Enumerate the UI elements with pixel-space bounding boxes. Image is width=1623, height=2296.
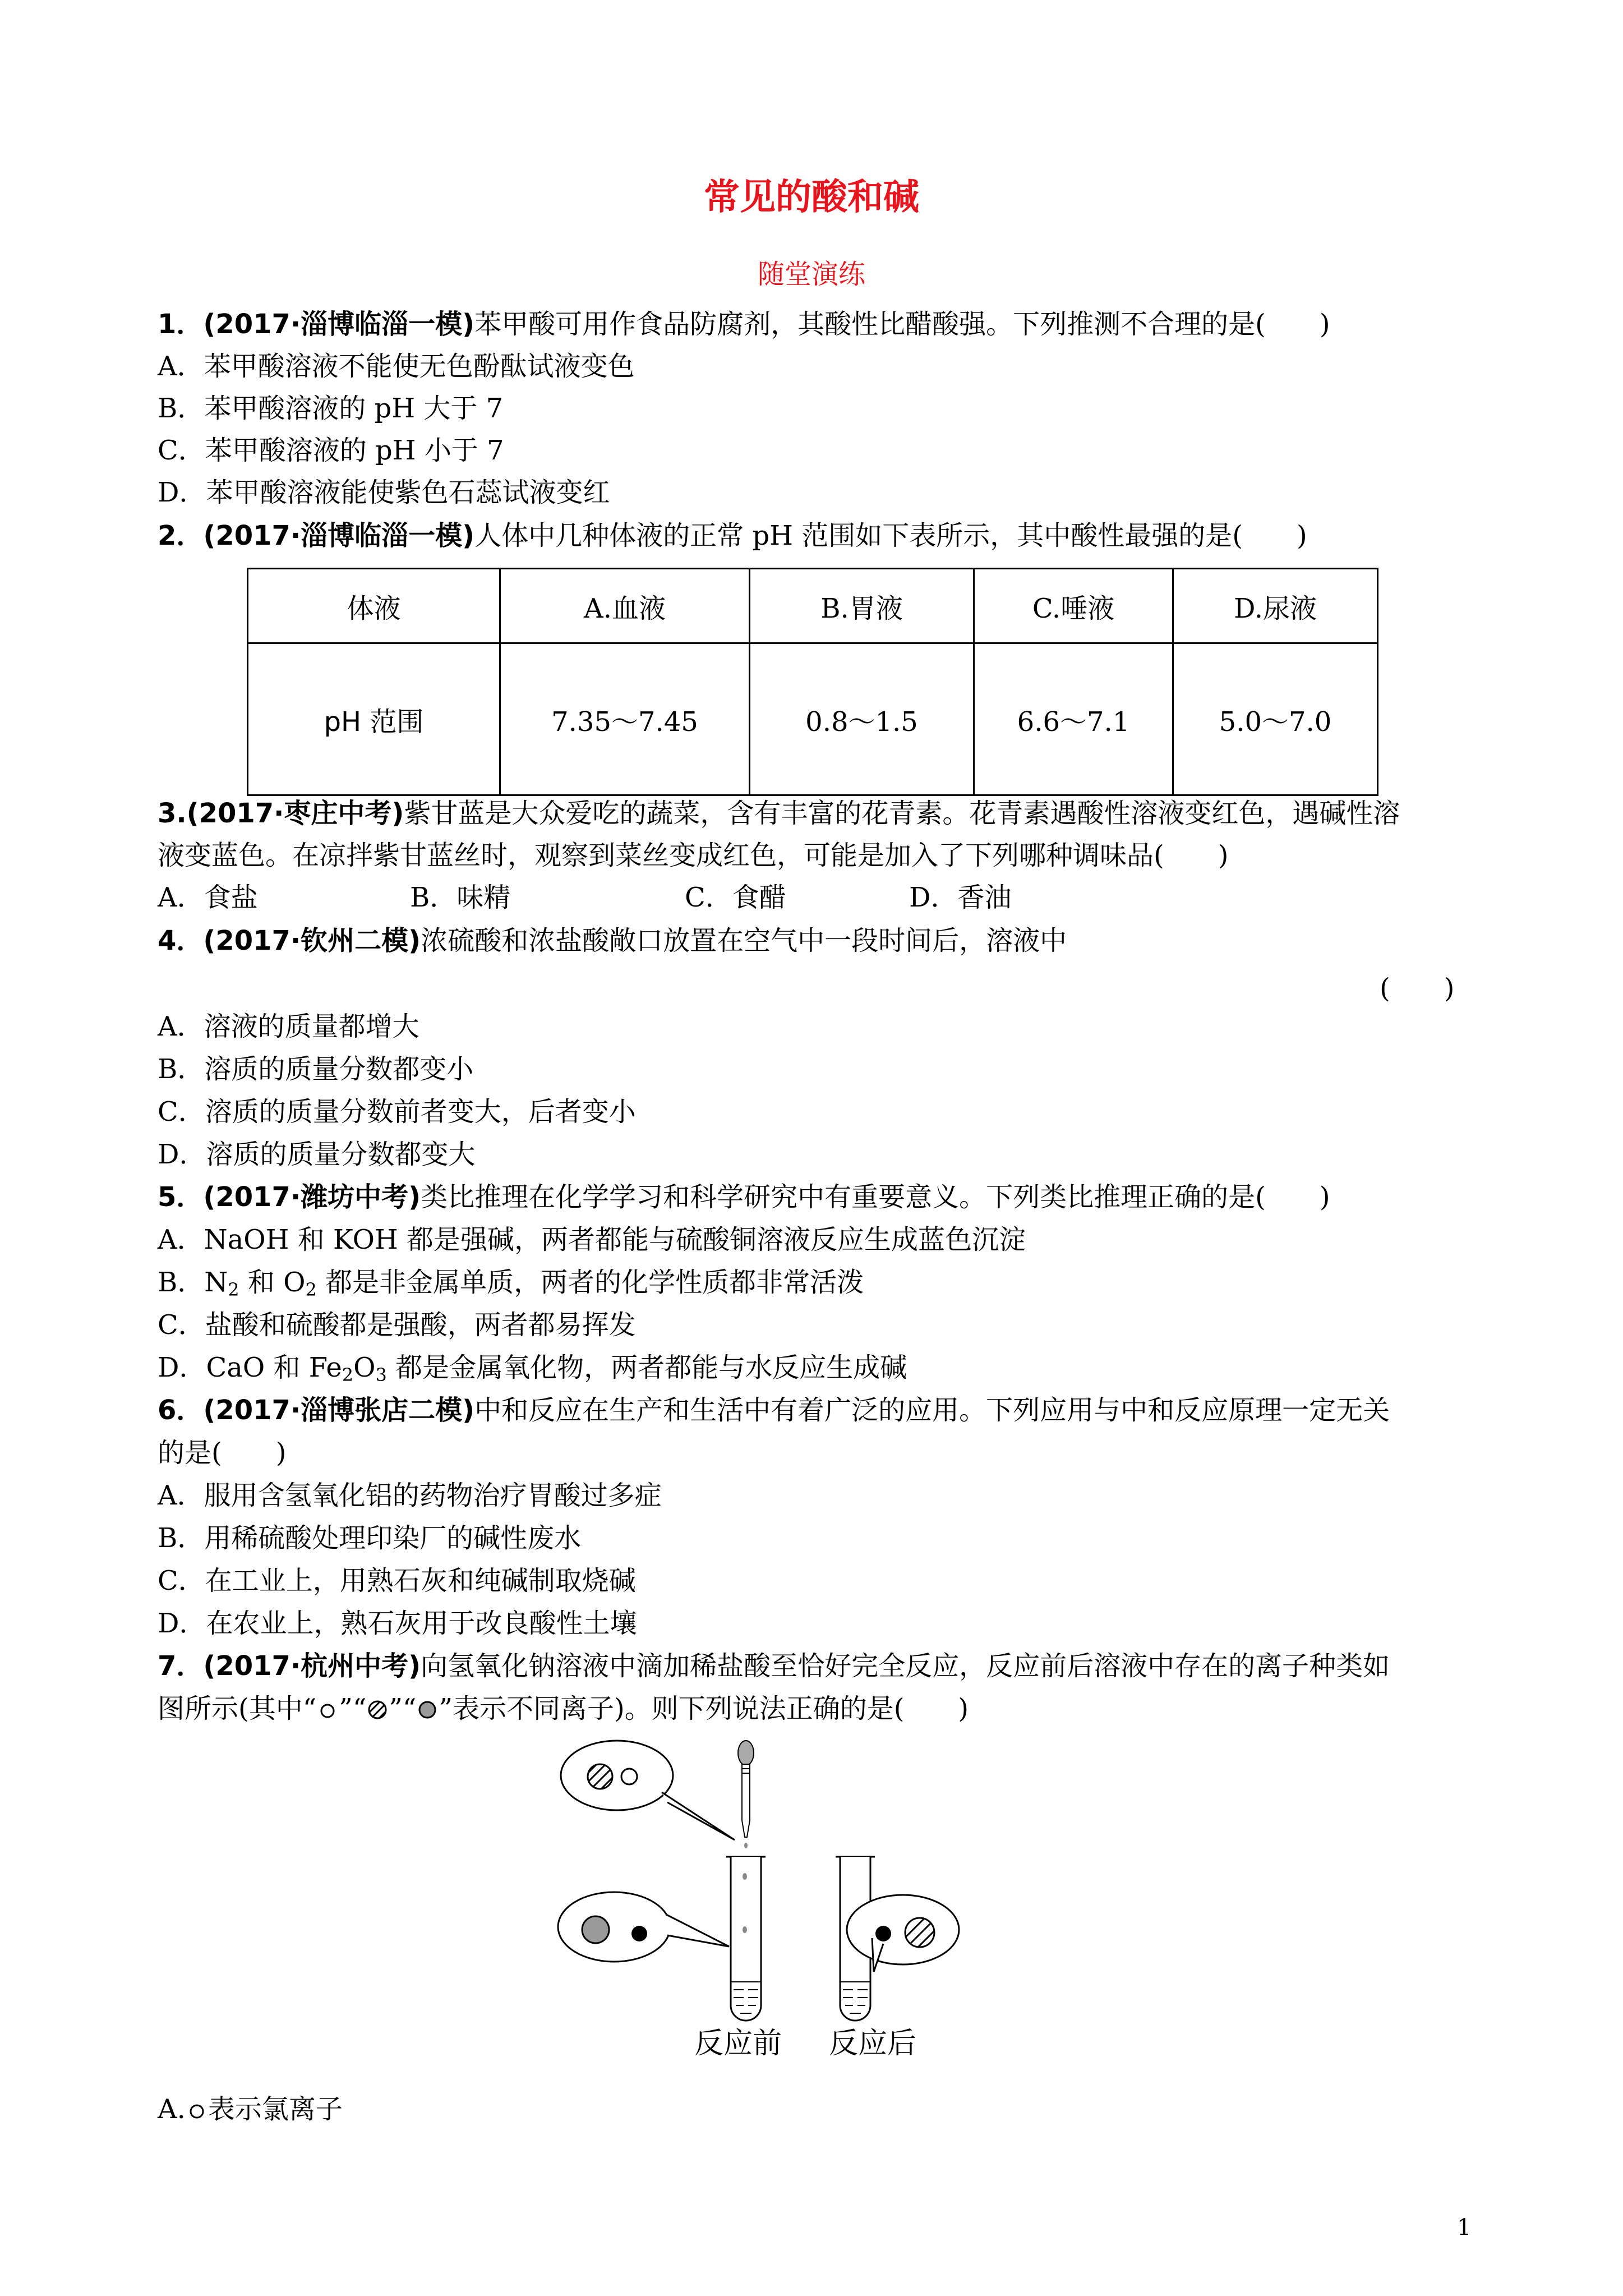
question-3-option-d: D．香油 <box>909 882 1012 913</box>
table-cell: 7.35～7.45 <box>500 643 750 795</box>
ph-range-table <box>247 568 1378 796</box>
bubble-before-ions <box>558 1892 729 1962</box>
question-1-option-b: B．苯甲酸溶液的 pH 大于 7 <box>158 393 504 424</box>
question-5-option-d: D．CaO 和 $Fe_2O_3$ 都是金属氧化物，两者都能与水反应生成碱 <box>158 1352 907 1386</box>
table-header: A.血液 <box>500 569 750 643</box>
question-7-stem-line2: 图所示(其中“ ”“ ”“ ”表示不同离子)。则下列说法正确的是( ) <box>158 1693 969 1724</box>
hatched-ion-icon <box>588 1764 612 1789</box>
question-5-option-b: B．$N_2$ 和 $O_2$ 都是非金属单质，两者的化学性质都非常活泼 <box>158 1267 864 1300</box>
question-7-option-a: A. 表示氯离子 <box>158 2093 343 2125</box>
question-5-stem: 5．(2017·潍坊中考)类比推理在化学学习和科学研究中有重要意义。下列类比推理正确的是( ) <box>158 1181 1330 1213</box>
question-3-option-b: B．味精 <box>410 882 511 913</box>
question-1-option-d: D．苯甲酸溶液能使紫色石蕊试液变红 <box>158 477 610 508</box>
question-1-option-a: A．苯甲酸溶液不能使无色酚酞试液变色 <box>158 351 635 382</box>
question-7-stem-line1: 7．(2017·杭州中考)向氢氧化钠溶液中滴加稀盐酸至恰好完全反应，反应前后溶液中存在的离子种类如 <box>158 1650 1390 1682</box>
question-3-stem-line1: 3.(2017·枣庄中考)紫甘蓝是大众爱吃的蔬菜，含有丰富的花青素。花青素遇酸性溶液变红色，遇碱性溶 <box>158 798 1400 829</box>
gray-circle-ion-icon <box>416 1699 439 1721</box>
table-header-row <box>248 569 1378 643</box>
open-ion-icon <box>621 1769 637 1784</box>
question-3-options <box>158 881 1012 914</box>
test-tube-before <box>726 1857 766 2021</box>
question-6-stem-line2: 的是( ) <box>158 1437 287 1469</box>
page-number: 1 <box>1457 2215 1472 2240</box>
gray-ion-icon <box>582 1916 609 1943</box>
question-4-stem: 4．(2017·钦州二模)浓硫酸和浓盐酸敞口放置在空气中一段时间后，溶液中 <box>158 925 1067 956</box>
open-circle-ion-icon <box>186 2099 208 2122</box>
dropper-icon <box>738 1741 754 1848</box>
question-3-option-c: C．食醋 <box>685 882 786 913</box>
question-3-option-a: A．食盐 <box>158 882 258 913</box>
figure-label-before: 反应前 <box>694 2027 782 2060</box>
table-cell: 0.8～1.5 <box>750 643 974 795</box>
table-header: D.尿液 <box>1173 569 1378 643</box>
question-4-answer-paren: ( ) <box>1380 973 1455 1004</box>
question-6-option-c: C．在工业上，用熟石灰和纯碱制取烧碱 <box>158 1565 636 1596</box>
question-6-stem-line1: 6．(2017·淄博张店二模)中和反应在生产和生活中有着广泛的应用。下列应用与中和反应原理一定无关 <box>158 1395 1390 1426</box>
question-4-option-d: D．溶质的质量分数都变大 <box>158 1139 476 1170</box>
question-2-stem: 2．(2017·淄博临淄一模)人体中几种体液的正常 pH 范围如下表所示，其中酸性最强的是( ) <box>158 520 1307 551</box>
hatched-circle-ion-icon <box>366 1699 389 1721</box>
question-3-stem-line2: 液变蓝色。在凉拌紫甘蓝丝时，观察到菜丝变成红色，可能是加入了下列哪种调味品( ) <box>158 840 1229 871</box>
question-6-option-a: A．服用含氢氧化铝的药物治疗胃酸过多症 <box>158 1480 662 1511</box>
black-ion-icon <box>631 1926 647 1941</box>
table-row-label: pH 范围 <box>248 643 500 795</box>
table-header: B.胃液 <box>750 569 974 643</box>
question-4-option-b: B．溶质的质量分数都变小 <box>158 1053 474 1085</box>
question-5-option-a: A．NaOH 和 KOH 都是强碱，两者都能与硫酸铜溶液反应生成蓝色沉淀 <box>158 1224 1026 1255</box>
table-cell: 5.0～7.0 <box>1173 643 1378 795</box>
question-1-option-c: C．苯甲酸溶液的 pH 小于 7 <box>158 435 504 466</box>
table-row <box>248 643 1378 795</box>
black-ion-icon <box>875 1926 891 1941</box>
table-header: C.唾液 <box>974 569 1173 643</box>
question-1-stem: 1．(2017·淄博临淄一模)苯甲酸可用作食品防腐剂，其酸性比醋酸强。下列推测不合理的是( ) <box>158 309 1330 340</box>
table-cell: 6.6～7.1 <box>974 643 1173 795</box>
figure-label-after: 反应后 <box>829 2027 917 2060</box>
table-header: 体液 <box>248 569 500 643</box>
open-circle-ion-icon <box>316 1699 339 1721</box>
question-5-option-c: C．盐酸和硫酸都是强酸，两者都易挥发 <box>158 1309 636 1341</box>
section-subtitle: 随堂演练 <box>757 259 865 290</box>
question-6-option-b: B．用稀硫酸处理印染厂的碱性废水 <box>158 1522 582 1554</box>
question-4-option-c: C．溶质的质量分数前者变大，后者变小 <box>158 1096 636 1128</box>
page-title: 常见的酸和碱 <box>704 177 919 218</box>
question-6-option-d: D．在农业上，熟石灰用于改良酸性土壤 <box>158 1608 637 1639</box>
bubble-dropper-ions <box>561 1741 735 1840</box>
question-4-option-a: A．溶液的质量都增大 <box>158 1011 419 1042</box>
